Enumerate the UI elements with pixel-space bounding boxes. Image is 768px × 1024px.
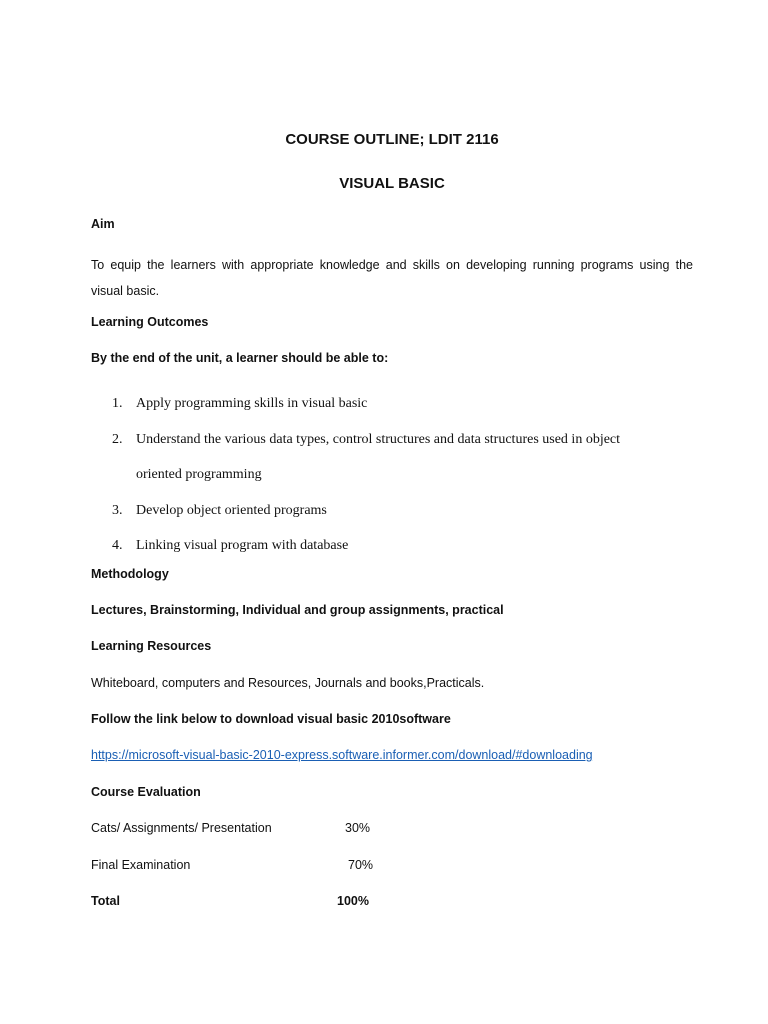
evaluation-total-percent: 100%	[337, 894, 369, 908]
aim-paragraph	[91, 252, 693, 304]
learning-outcomes-intro: By the end of the unit, a learner should be able to:	[91, 351, 389, 365]
list-item-text: Linking visual program with database	[136, 538, 349, 553]
methodology-text-emphasis: , practical	[445, 603, 504, 617]
list-item-text: Develop object oriented programs	[136, 502, 327, 518]
learning-resources-heading: Learning Resources	[91, 639, 212, 653]
course-evaluation-heading: Course Evaluation	[91, 785, 201, 799]
page-title: COURSE OUTLINE; LDIT 2116	[285, 131, 499, 148]
evaluation-total-label: Total	[91, 894, 120, 908]
list-item-text: Apply programming skills in visual basic	[136, 396, 368, 411]
page-subtitle: VISUAL BASIC	[339, 175, 445, 192]
list-item	[110, 386, 670, 422]
learning-resources-text: Whiteboard, computers and Resources, Journals and books,Practicals.	[91, 676, 485, 690]
learning-outcomes-heading: Learning Outcomes	[91, 315, 209, 329]
evaluation-row-label: Final Examination	[91, 858, 191, 872]
list-item-text-continued: oriented programming	[136, 467, 262, 482]
list-item-text: Understand the various data types, control structures and data structures used in object	[136, 431, 621, 447]
evaluation-row-label: Cats/ Assignments/ Presentation	[91, 821, 272, 835]
download-link[interactable]: https://microsoft-visual-basic-2010-express.software.informer.com/download/#downloading	[91, 748, 593, 762]
list-item	[110, 422, 670, 493]
evaluation-row-percent: 70%	[348, 858, 374, 872]
learning-outcomes-list	[110, 386, 670, 564]
aim-text-line1: To equip the learners with appropriate knowledge and skills on developing running programs using the	[91, 258, 693, 272]
list-item-number: 1.	[112, 396, 123, 411]
methodology-text-main: Lectures, Brainstorming, Individual and group assignments	[91, 603, 446, 617]
list-item	[110, 493, 670, 529]
aim-text-line2: visual basic.	[91, 284, 160, 298]
aim-heading: Aim	[91, 217, 115, 231]
list-item-number: 2.	[112, 431, 123, 447]
methodology-heading: Methodology	[91, 567, 169, 581]
list-item	[110, 528, 670, 564]
download-heading: Follow the link below to download visual basic 2010software	[91, 712, 451, 726]
list-item-number: 4.	[112, 538, 123, 553]
list-item-number: 3.	[112, 502, 123, 518]
methodology-text	[91, 603, 504, 617]
evaluation-row-percent: 30%	[345, 821, 371, 835]
